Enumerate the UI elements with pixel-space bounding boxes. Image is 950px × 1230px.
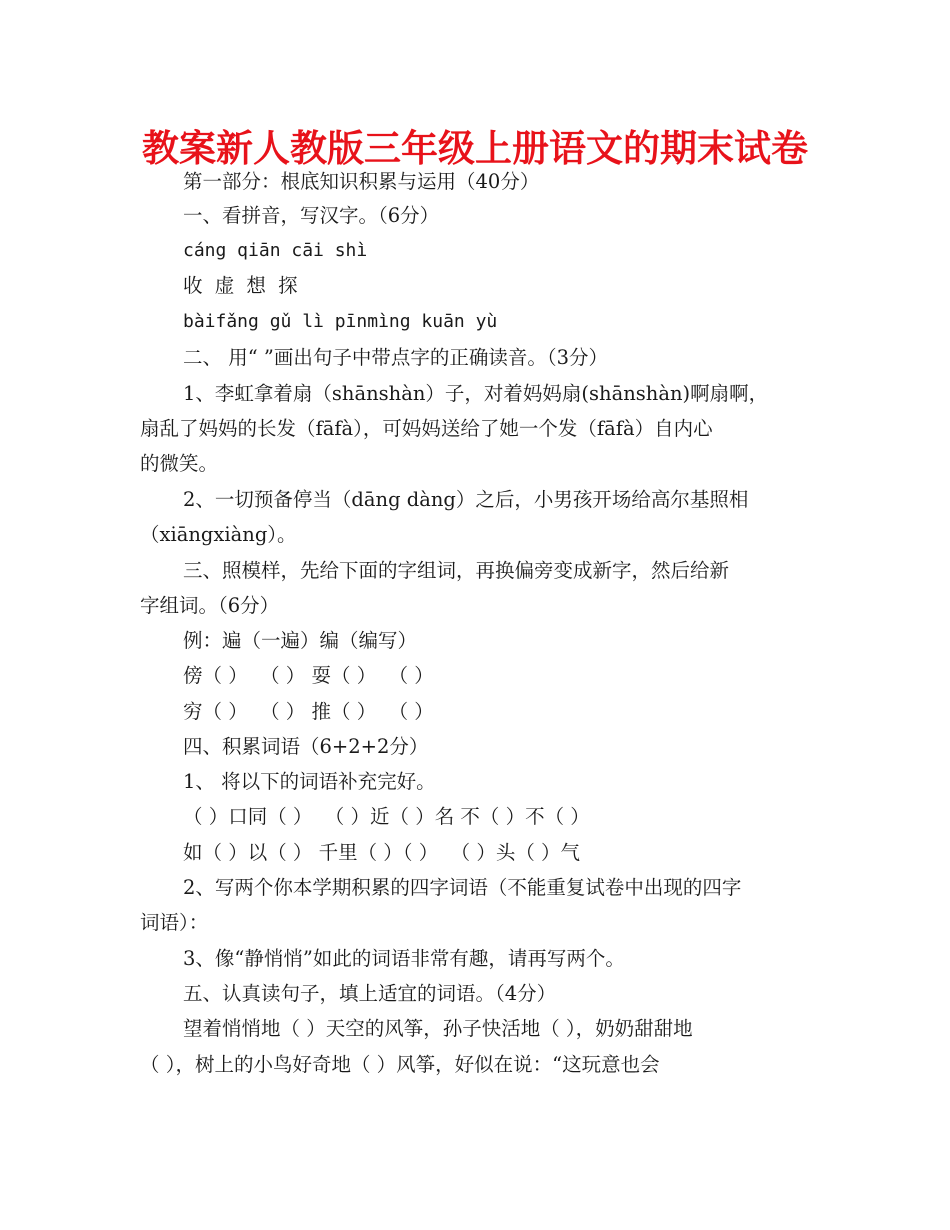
- exercise-line: 傍（ ） （ ） 耍（ ） （ ）: [183, 664, 434, 687]
- text-line: 1、李虹拿着扇（shānshàn）子，对着妈妈扇(shānshàn)啊扇啊，: [183, 382, 769, 405]
- question-heading: 一、看拼音，写汉字。（6分）: [183, 204, 440, 227]
- question-heading: 五、认真读句子，填上适宜的词语。（4分）: [183, 982, 557, 1005]
- text-line: 2、一切预备停当（dāng dàng）之后，小男孩开场给高尔基照相: [183, 488, 749, 511]
- text-line: （xiāngxiàng）。: [140, 523, 297, 546]
- text-line: 扇乱了妈妈的长发（fāfà），可妈妈送给了她一个发（fāfà）自内心: [140, 417, 713, 440]
- pinyin-line: bàifǎng gǔ lì pīnmìng kuān yù: [183, 311, 498, 332]
- question-heading: 四、积累词语（6+2+2分）: [183, 735, 429, 758]
- question-heading: 二、 用“ ”画出句子中带点字的正确读音。（3分）: [183, 346, 608, 369]
- text-line: 3、像“静悄悄”如此的词语非常有趣，请再写两个。: [183, 947, 625, 970]
- question-heading: 三、照模样，先给下面的字组词，再换偏旁变成新字，然后给新: [183, 559, 730, 582]
- section-heading: 第一部分：根底知识积累与运用（40分）: [183, 170, 540, 193]
- exercise-line: 如（ ）以（ ） 千里（ ）（ ） （ ）头（ ）气: [183, 841, 581, 864]
- question-heading: 字组词。（6分）: [140, 594, 280, 617]
- character-line: 收 虚 想 探: [183, 274, 298, 297]
- text-line: 望着悄悄地（ ）天空的风筝，孙子快活地（ ），奶奶甜甜地: [183, 1017, 693, 1040]
- exercise-line: 穷（ ） （ ） 推（ ） （ ）: [183, 700, 434, 723]
- example-line: 例：遍（一遍）编（编写）: [183, 629, 418, 652]
- text-line: 1、 将以下的词语补充完好。: [183, 770, 436, 793]
- exercise-line: （ ）口同（ ） （ ）近（ ）名 不（ ）不（ ）: [183, 805, 590, 828]
- text-line: 2、写两个你本学期积累的四字词语（不能重复试卷中出现的四字: [183, 876, 742, 899]
- pinyin-line: cáng qiān cāi shì: [183, 240, 368, 261]
- page-title: 教案新人教版三年级上册语文的期末试卷: [142, 127, 808, 170]
- text-line: （ ），树上的小鸟好奇地（ ）风筝，好似在说：“这玩意也会: [140, 1053, 660, 1076]
- text-line: 的微笑。: [140, 452, 219, 475]
- text-line: 词语）：: [140, 911, 209, 934]
